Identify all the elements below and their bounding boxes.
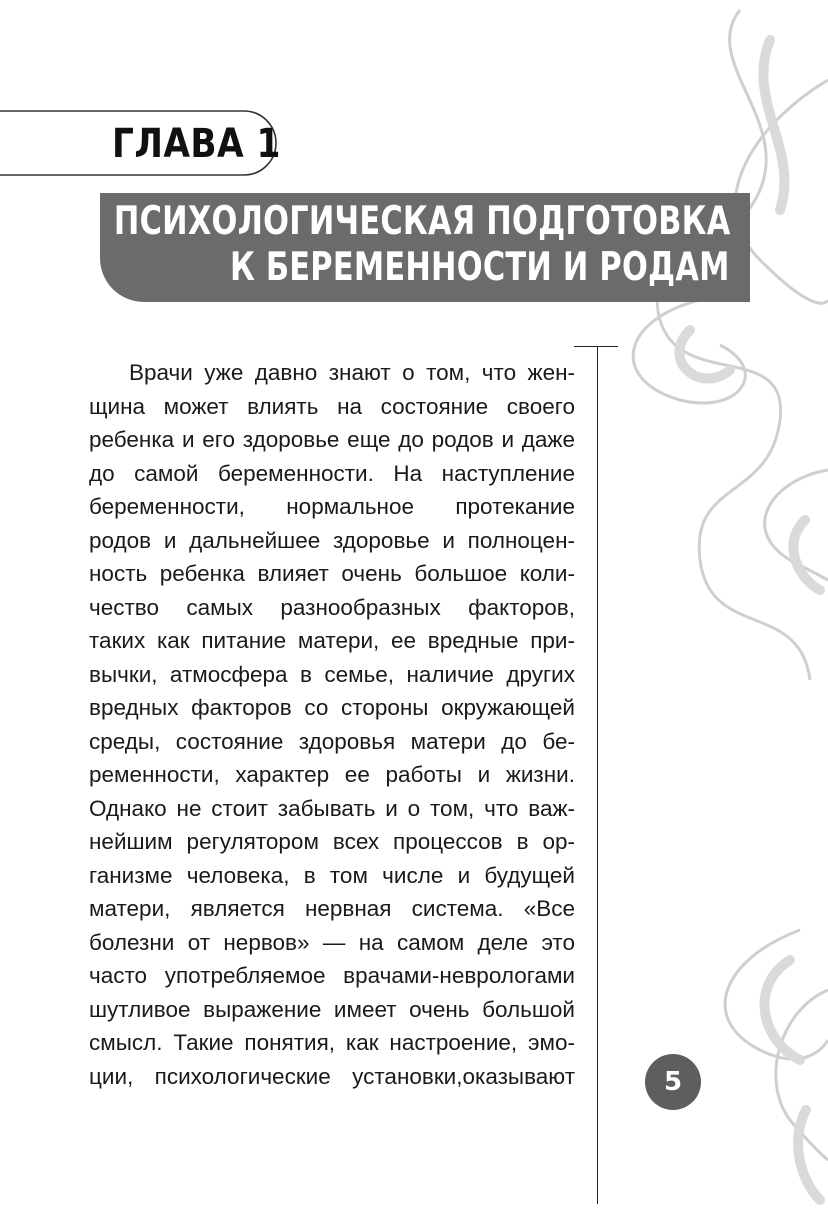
text-line: вычки, атмосфера в семье, наличие других xyxy=(89,661,575,687)
text-line: родов и дальнейшее здоровье и полноцен- xyxy=(89,527,575,553)
text-line: ции, психологические установки,оказывают xyxy=(89,1063,575,1089)
title-banner xyxy=(100,193,750,302)
text-line: шутливое выражение имеет очень большой xyxy=(89,996,575,1022)
text-line: вредных факторов со стороны окружающей xyxy=(89,695,575,720)
title-line-1: ПСИХОЛОГИЧЕСКАЯ ПОДГОТОВКА xyxy=(113,199,730,244)
text-line: смысл. Такие понятия, как настроение, эмо- xyxy=(89,1030,575,1055)
text-line: чество самых разнообразных факторов, xyxy=(89,594,575,620)
text-line: Врачи уже давно знают о том, что жен- xyxy=(129,360,575,385)
text-line: Однако не стоит забывать и о том, что важ- xyxy=(89,795,575,821)
text-line: ременности, характер ее работы и жизни. xyxy=(89,762,575,787)
chapter-label: ГЛАВА 1 xyxy=(112,121,281,167)
title-line-2: К БЕРЕМЕННОСТИ И РОДАМ xyxy=(230,245,730,290)
text-line: часто употребляемое врачами-неврологами xyxy=(89,963,575,988)
body-paragraph xyxy=(89,356,575,1093)
text-line: щина может влиять на состояние своего xyxy=(89,393,575,419)
text-line: ность ребенка влияет очень большое коли- xyxy=(89,561,575,586)
margin-rule-top xyxy=(574,346,618,347)
text-line: ребенка и его здоровье еще до родов и даже xyxy=(89,427,575,452)
text-line: беременности, нормальное протекание xyxy=(89,494,575,519)
text-line: матери, является нервная система. «Все xyxy=(89,896,575,921)
page-number-badge: 5 xyxy=(645,1054,701,1110)
text-line: среды, состояние здоровья матери до бе- xyxy=(89,728,575,754)
text-line: ганизме человека, в том числе и будущей xyxy=(89,862,575,888)
text-line: нейшим регулятором всех процессов в ор- xyxy=(89,829,575,854)
text-line: до самой беременности. На наступление xyxy=(89,460,575,486)
text-line: болезни от нервов» — на самом деле это xyxy=(89,929,575,955)
text-line: таких как питание матери, ее вредные при- xyxy=(89,628,575,653)
margin-rule xyxy=(597,346,598,1204)
